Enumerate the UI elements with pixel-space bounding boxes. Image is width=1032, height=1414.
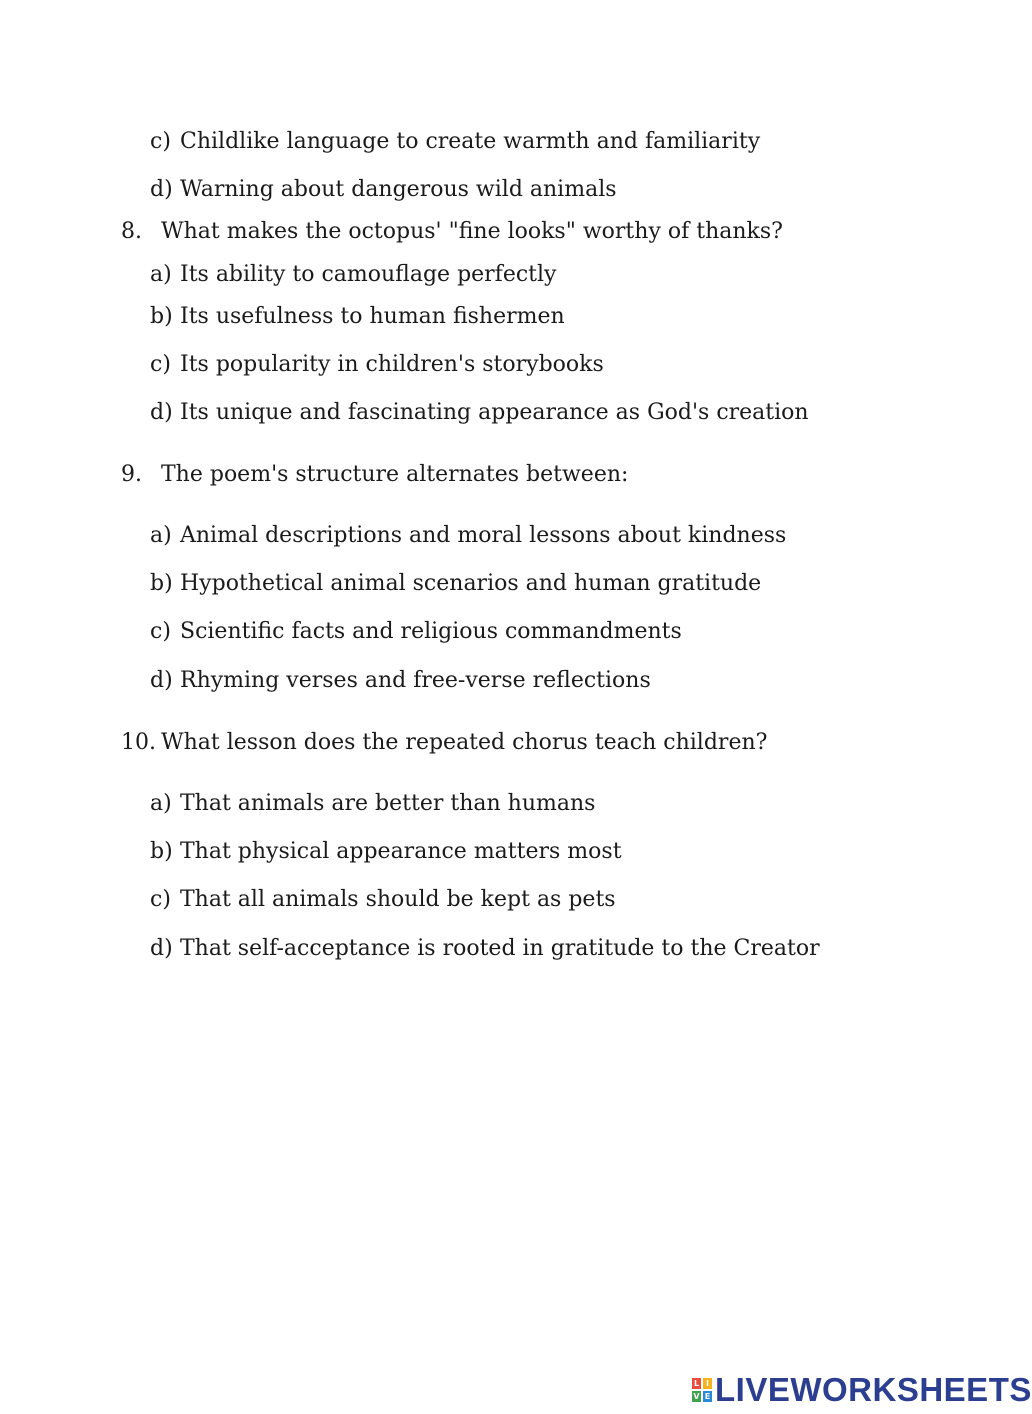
brand-name: LIVEWORKSHEETS xyxy=(715,1371,1032,1408)
liveworksheets-logo xyxy=(692,1373,1032,1407)
q8-option-c xyxy=(150,351,604,379)
option-text: Hypothetical animal scenarios and human gratitude xyxy=(180,571,762,596)
option-text: Animal descriptions and moral lessons about kindness xyxy=(180,523,787,548)
option-letter: b) xyxy=(150,839,173,864)
option-text: That animals are better than humans xyxy=(180,791,596,816)
question-number: 10. xyxy=(121,730,156,755)
option-letter: a) xyxy=(150,791,172,816)
option-letter: d) xyxy=(150,177,173,202)
q8-option-d xyxy=(150,399,809,427)
option-letter: c) xyxy=(150,887,171,912)
option-letter: a) xyxy=(150,523,172,548)
q7-option-d xyxy=(150,176,617,204)
q8-option-b xyxy=(150,303,565,331)
option-letter: b) xyxy=(150,571,173,596)
option-letter: c) xyxy=(150,352,171,377)
logo-mark-v: V xyxy=(693,1392,700,1401)
q9-option-c xyxy=(150,618,682,646)
q7-option-c xyxy=(150,128,760,156)
option-text: That self-acceptance is rooted in gratitude to the Creator xyxy=(180,936,820,961)
option-text: Its ability to camouflage perfectly xyxy=(180,262,557,287)
option-text: Its unique and fascinating appearance as God's creation xyxy=(180,400,809,425)
question-text: The poem's structure alternates between: xyxy=(161,462,629,487)
logo-mark-i: I xyxy=(703,1378,712,1389)
q8-option-a xyxy=(150,261,556,289)
logo-mark-l: L xyxy=(693,1379,700,1388)
option-letter: a) xyxy=(150,262,172,287)
liveworksheets-logo-icon xyxy=(692,1378,712,1402)
option-text: Scientific facts and religious commandments xyxy=(180,619,682,644)
option-letter: c) xyxy=(150,619,171,644)
q9-option-d xyxy=(150,667,651,695)
q10-option-d xyxy=(150,935,820,963)
option-text: Its popularity in children's storybooks xyxy=(180,352,604,377)
option-text: Its usefulness to human fishermen xyxy=(180,304,565,329)
q9-option-a xyxy=(150,522,786,550)
option-letter: c) xyxy=(150,129,171,154)
option-letter: b) xyxy=(150,304,173,329)
q10-option-b xyxy=(150,838,622,866)
question-8 xyxy=(121,218,783,246)
question-number: 8. xyxy=(121,219,142,244)
option-text: That physical appearance matters most xyxy=(180,839,622,864)
q10-option-c xyxy=(150,886,616,914)
question-text: What lesson does the repeated chorus teach children? xyxy=(161,730,768,755)
option-text: Rhyming verses and free-verse reflections xyxy=(180,668,651,693)
option-letter: d) xyxy=(150,936,173,961)
option-text: That all animals should be kept as pets xyxy=(180,887,616,912)
logo-mark-e: E xyxy=(704,1392,711,1401)
option-text: Warning about dangerous wild animals xyxy=(180,177,617,202)
question-text: What makes the octopus' "fine looks" worthy of thanks? xyxy=(161,219,783,244)
option-text: Childlike language to create warmth and familiarity xyxy=(180,129,761,154)
option-letter: d) xyxy=(150,668,173,693)
question-number: 9. xyxy=(121,462,142,487)
option-letter: d) xyxy=(150,400,173,425)
q10-option-a xyxy=(150,790,595,818)
question-10 xyxy=(121,729,767,757)
q9-option-b xyxy=(150,570,761,598)
question-9 xyxy=(121,461,628,489)
